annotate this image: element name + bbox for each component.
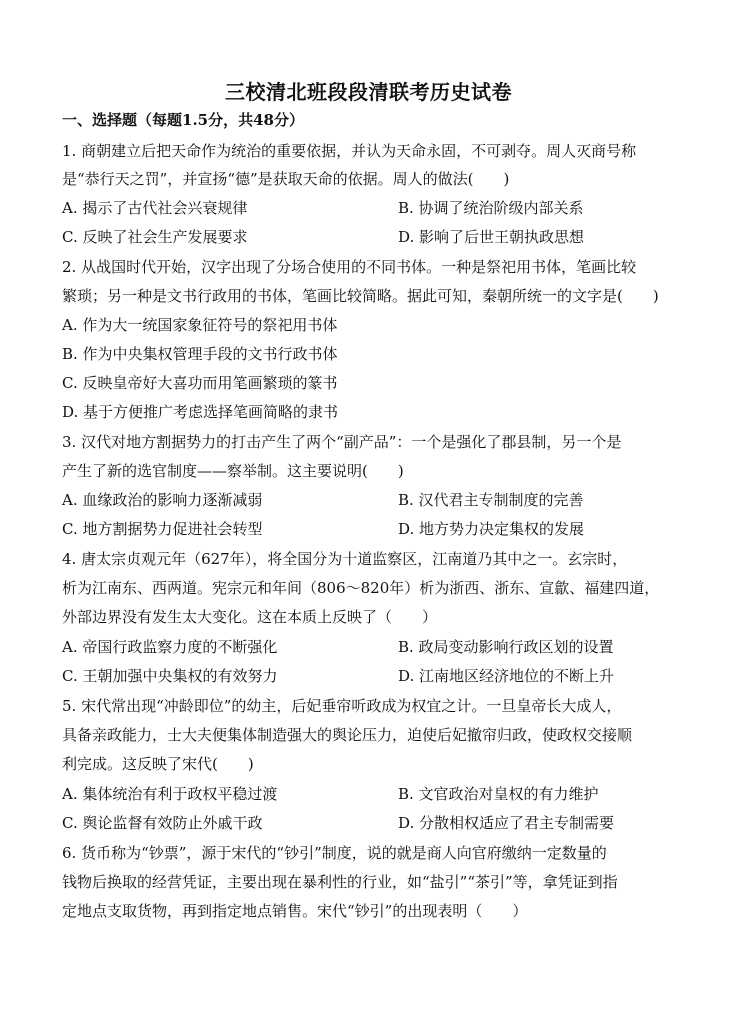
question-2-option-c: C. 反映皇帝好大喜功而用笔画繁琐的篆书 [62,374,338,392]
question-5-option-b: B. 文官政治对皇权的有力维护 [398,785,599,803]
question-5-option-c: C. 舆论监督有效防止外戚干政 [62,814,263,832]
question-1-stem-line-1: 1. 商朝建立后把天命作为统治的重要依据，并认为天命永固，不可剥夺。周人灭商号称 [62,142,637,160]
question-4-option-c: C. 王朝加强中央集权的有效努力 [62,667,278,685]
question-1-option-d: D. 影响了后世王朝执政思想 [398,228,585,246]
question-1-stem-line-2: 是“恭行天之罚”，并宣扬“德”是获取天命的依据。周人的做法( ) [62,170,510,188]
question-4-option-b: B. 政局变动影响行政区划的设置 [398,638,614,656]
question-1-option-c: C. 反映了社会生产发展要求 [62,228,248,246]
question-2-option-a: A. 作为大一统国家象征符号的祭祀用书体 [62,316,338,334]
question-1-option-b: B. 协调了统治阶级内部关系 [398,199,584,217]
question-5-stem-line-2: 具备亲政能力，士大夫便集体制造强大的舆论压力，迫使后妃撤帘归政，使政权交接顺 [62,726,633,744]
question-5-stem-line-1: 5. 宋代常出现“冲龄即位”的幼主，后妃垂帘听政成为权宜之计。一旦皇帝长大成人， [62,697,622,715]
question-3-stem-line-2: 产生了新的选官制度——察举制。这主要说明( ) [62,462,404,480]
question-3-stem-line-1: 3. 汉代对地方割据势力的打击产生了两个“副产品”：一个是强化了郡县制，另一个是 [62,433,622,451]
question-3-option-a: A. 血缘政治的影响力逐渐减弱 [62,491,263,509]
question-2-stem-line-1: 2. 从战国时代开始，汉字出现了分场合使用的不同书体。一种是祭祀用书体，笔画比较 [62,258,637,276]
section-heading: 一、选择题（每题1.5分，共48分） [62,111,304,129]
question-3-option-d: D. 地方势力决定集权的发展 [398,520,585,538]
question-6-stem-line-2: 钱物后换取的经营凭证，主要出现在暴利性的行业，如“盐引”“茶引”等，拿凭证到指 [62,873,618,891]
question-4-stem-line-1: 4. 唐太宗贞观元年（627年），将全国分为十道监察区，江南道乃其中之一。玄宗时， [62,550,628,568]
question-3-option-b: B. 汉代君主专制制度的完善 [398,491,584,509]
question-4-stem-line-3: 外部边界没有发生太大变化。这在本质上反映了（ ） [62,608,438,626]
question-1-option-a: A. 揭示了古代社会兴衰规律 [62,199,248,217]
question-5-stem-line-3: 利完成。这反映了宋代( ) [62,755,254,773]
question-6-stem-line-1: 6. 货币称为“钞票”，源于宋代的“钞引”制度，说的就是商人向官府缴纳一定数量的 [62,844,607,862]
question-3-option-c: C. 地方割据势力促进社会转型 [62,520,263,538]
question-2-stem-line-2: 繁琐；另一种是文书行政用的书体，笔画比较简略。据此可知，秦朝所统一的文字是( ) [62,287,659,305]
question-4-option-d: D. 江南地区经济地位的不断上升 [398,667,615,685]
question-2-option-d: D. 基于方便推广考虑选择笔画简略的隶书 [62,403,339,421]
question-5-option-d: D. 分散相权适应了君主专制需要 [398,814,615,832]
question-5-option-a: A. 集体统治有利于政权平稳过渡 [62,785,278,803]
question-2-option-b: B. 作为中央集权管理手段的文书行政书体 [62,345,338,363]
page-title: 三校清北班段段清联考历史试卷 [225,80,512,104]
question-4-option-a: A. 帝国行政监察力度的不断强化 [62,638,278,656]
question-6-stem-line-3: 定地点支取货物，再到指定地点销售。宋代“钞引”的出现表明（ ） [62,902,528,920]
question-4-stem-line-2: 析为江南东、西两道。宪宗元和年间（806～820年）析为浙西、浙东、宣歙、福建四道， [62,579,660,597]
